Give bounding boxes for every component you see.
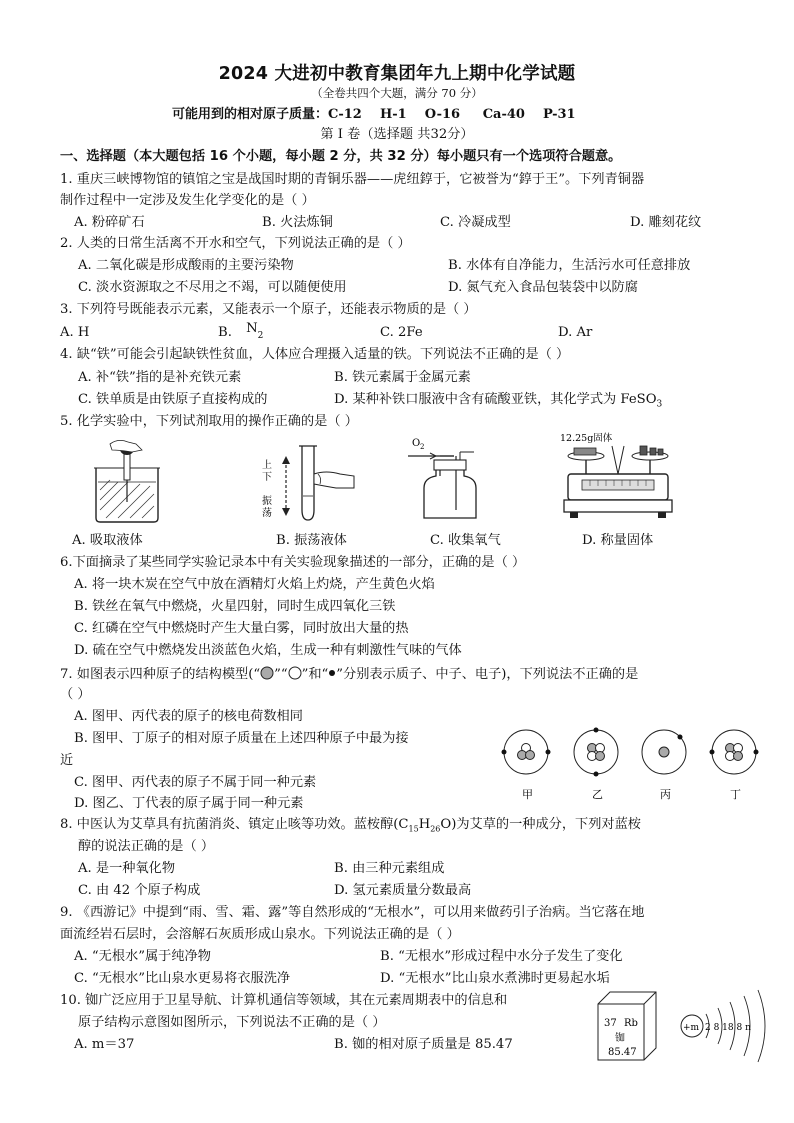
q8-formula-h-sub: 26 (430, 824, 441, 834)
q8-stem-post: O)为艾草的一种成分，下列对蓝桉 (440, 817, 641, 832)
q3-option-b-symbol: N (246, 321, 258, 336)
q8-formula-h: H (418, 817, 431, 832)
q7-stem-pre: 7. 如图表示四种原子的结构模型(“ (60, 667, 261, 682)
q7-option-b-line2: 近 (60, 753, 74, 768)
q6-option-c: C. 红磷在空气中燃烧时产生大量白雾，同时放出大量的热 (74, 621, 409, 636)
q7-stem-line2: （ ） (60, 687, 91, 702)
q5-image-c-label: O (412, 438, 421, 449)
q5-image-balance (560, 430, 680, 526)
q2-option-a: A. 二氧化碳是形成酸雨的主要污染物 (78, 258, 294, 273)
q9-option-c: C. “无根水”比山泉水更易将衣服洗净 (74, 971, 291, 986)
q8-stem-line2: 醇的说法正确的是（ ） (78, 839, 215, 854)
q8-option-a: A. 是一种氧化物 (78, 861, 176, 876)
q2-option-b: B. 水体有自净能力，生活污水可任意排放 (448, 258, 691, 273)
q4-option-b: B. 铁元素属于金属元素 (334, 370, 471, 385)
q8-option-d: D. 氢元素质量分数最高 (334, 883, 472, 898)
q1-option-d: D. 雕刻花纹 (630, 215, 702, 230)
neutron-icon (288, 666, 302, 680)
q10-option-a: A. m＝37 (74, 1037, 135, 1052)
element-name: 铷 (615, 1033, 625, 1044)
electron-shells: 2 8 18 8 n (705, 1023, 751, 1033)
q5-image-b-label-d: 荡 (262, 508, 272, 519)
q4-option-c: C. 铁单质是由铁原子直接构成的 (78, 392, 268, 407)
q6-option-a: A. 将一块木炭在空气中放在酒精灯火焰上灼烧，产生黄色火焰 (74, 577, 435, 592)
q7-stem-mid2: ”和“ (301, 667, 329, 682)
q5-image-b-label-mid: 下 (262, 472, 272, 483)
q3-stem: 3. 下列符号既能表示元素，又能表示一个原子，还能表示物质的是（ ） (60, 302, 477, 317)
q7-stem-mid1: ”“ (274, 667, 288, 682)
q5-option-a: A. 吸取液体 (72, 533, 143, 548)
q5-image-shaking-tube (262, 440, 358, 524)
q8-stem (60, 818, 641, 834)
q1-option-c: C. 冷凝成型 (440, 215, 511, 230)
q10-stem-line2: 原子结构示意图如图所示，下列说法不正确的是（ ） (78, 1015, 386, 1030)
q9-option-d: D. “无根水”比山泉水煮沸时更易起水垢 (380, 971, 610, 986)
proton-icon (260, 666, 274, 680)
element-atomic-number: 37 (604, 1018, 617, 1029)
element-symbol: Rb (624, 1018, 638, 1029)
q5-image-dropper-beaker (88, 440, 168, 524)
q8-option-b: B. 由三种元素组成 (334, 861, 445, 876)
q4-option-d-text: D. 某种补铁口服液中含有硫酸亚铁，其化学式为 FeSO (334, 392, 657, 407)
nucleus-charge: +m (683, 1023, 700, 1033)
q4-option-d (334, 393, 662, 410)
atom-model-ding (710, 730, 759, 774)
q10-option-b: B. 铷的相对原子质量是 85.47 (334, 1037, 513, 1052)
q7-option-d: D. 图乙、丁代表的原子属于同一种元素 (74, 796, 304, 811)
q9-stem-line2: 面流经岩石层时，会溶解石灰质形成山泉水。下列说法正确的是（ ） (60, 927, 460, 942)
atomic-masses-label: 可能用到的相对原子质量： (172, 107, 329, 122)
q8-option-c: C. 由 42 个原子构成 (78, 883, 201, 898)
q2-option-c: C. 淡水资源取之不尽用之不竭，可以随便使用 (78, 280, 347, 295)
volume-title: 第 I 卷（选择题 共32分） (320, 127, 474, 142)
atom-model-yi (574, 728, 618, 777)
q3-option-d: D. Ar (558, 325, 593, 340)
q5-image-c-sub: 2 (420, 443, 425, 451)
q1-option-b: B. 火法炼铜 (262, 215, 333, 230)
q7-option-c: C. 图甲、丙代表的原子不属于同一种元素 (74, 775, 317, 790)
q4-option-a: A. 补“铁”指的是补充铁元素 (78, 370, 242, 385)
atom-label-jia: 甲 (522, 788, 533, 800)
q3-option-b-subscript: 2 (257, 330, 264, 341)
q7-option-b-line1: B. 图甲、丁原子的相对原子质量在上述四种原子中最为接 (74, 731, 409, 746)
q8-formula-c-sub: 15 (408, 824, 419, 834)
q2-stem: 2. 人类的日常生活离不开水和空气，下列说法正确的是（ ） (60, 236, 411, 251)
q9-option-b: B. “无根水”形成过程中水分子发生了变化 (380, 949, 623, 964)
q4-option-d-subscript: 3 (656, 399, 663, 410)
q5-option-c: C. 收集氧气 (430, 533, 501, 548)
rubidium-atom-diagram (676, 988, 784, 1064)
q5-image-b-label-v: 振 (262, 496, 272, 507)
atomic-masses-values: C-12 H-1 O-16 Ca-40 P-31 (328, 107, 576, 122)
q8-stem-pre: 8. 中医认为艾草具有抗菌消炎、镇定止咳等功效。蓝桉醇(C (60, 817, 409, 832)
q3-option-a: A. H (60, 325, 90, 340)
q5-image-gas-bottle (404, 434, 494, 524)
q1-stem-line1: 1. 重庆三峡博物馆的镇馆之宝是战国时期的青铜乐器——虎纽錞于，它被誉为“錞于王”。下列青铜器 (60, 172, 645, 187)
element-mass: 85.47 (608, 1047, 637, 1058)
q6-stem: 6.下面摘录了某些同学实验记录本中有关实验现象描述的一部分，正确的是（ ） (60, 555, 526, 570)
q5-option-d: D. 称量固体 (582, 533, 654, 548)
q3-option-b (218, 321, 264, 343)
q7-atom-models (500, 724, 780, 800)
q1-option-a: A. 粉碎矿石 (74, 215, 145, 230)
page-subtitle: （全卷共四个大题，满分 70 分） (311, 86, 483, 100)
q7-stem (60, 666, 638, 681)
q2-option-d: D. 氮气充入食品包装袋中以防腐 (448, 280, 638, 295)
atom-model-bing (642, 730, 686, 774)
q7-option-a: A. 图甲、丙代表的原子的核电荷数相同 (74, 709, 303, 724)
q7-stem-post: ”分别表示质子、中子、电子)，下列说法不正确的是 (336, 667, 639, 682)
q3-option-b-prefix: B. (218, 325, 232, 340)
q5-stem: 5. 化学实验中，下列试剂取用的操作正确的是（ ） (60, 414, 358, 429)
q6-option-b: B. 铁丝在氧气中燃烧，火星四射，同时生成四氧化三铁 (74, 599, 396, 614)
q4-stem: 4. 缺“铁”可能会引起缺铁性贫血，人体应合理摄入适量的铁。下列说法不正确的是（ ） (60, 347, 570, 362)
atomic-masses (172, 108, 576, 121)
q9-stem-line1: 9. 《西游记》中提到“雨、雪、霜、露”等自然形成的“无根水”，可以用来做药引子治病。当它落在地 (60, 905, 645, 920)
atom-label-bing: 丙 (660, 788, 671, 800)
section-1-heading: 一、选择题（本大题包括 16 个小题，每小题 2 分，共 32 分）每小题只有一个选项符合题意。 (60, 149, 622, 164)
rubidium-element-cell (596, 990, 658, 1062)
q5-image-d-label: 12.25g固体 (560, 433, 613, 444)
page-title: 2024 大进初中教育集团年九上期中化学试题 (218, 64, 576, 84)
q10-stem-line1: 10. 铷广泛应用于卫星导航、计算机通信等领域，其在元素周期表中的信息和 (60, 993, 508, 1008)
atom-model-jia (502, 730, 551, 774)
q5-image-b-label-top: 上 (262, 460, 272, 471)
q6-option-d: D. 硫在空气中燃烧发出淡蓝色火焰，生成一种有刺激性气味的气体 (74, 643, 462, 658)
q3-option-c: C. 2Fe (380, 325, 423, 340)
q9-option-a: A. “无根水”属于纯净物 (74, 949, 211, 964)
atom-label-ding: 丁 (730, 788, 741, 800)
q1-stem-line2: 制作过程中一定涉及发生化学变化的是（ ） (60, 193, 315, 208)
atom-label-yi: 乙 (592, 788, 603, 800)
q5-option-b: B. 振荡液体 (276, 533, 347, 548)
